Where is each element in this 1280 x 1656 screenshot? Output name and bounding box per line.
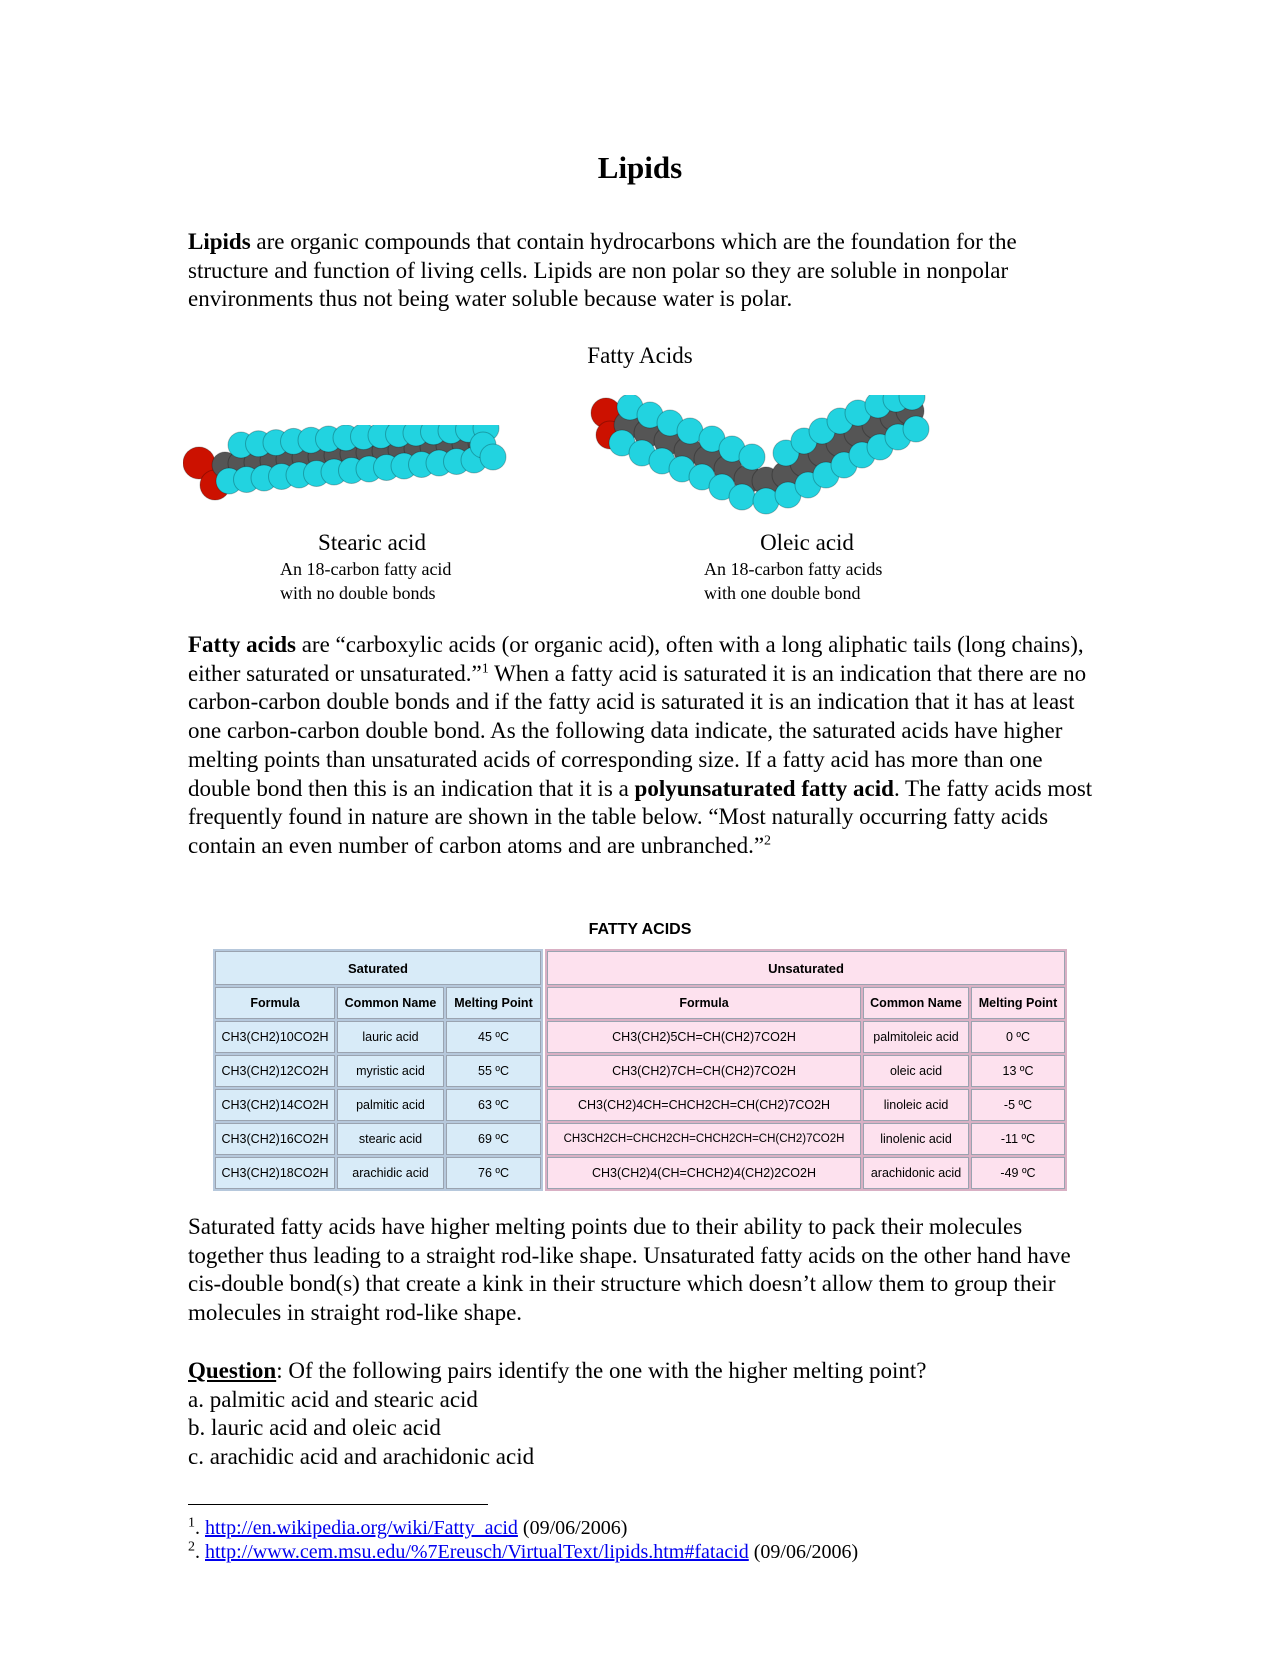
- sat-header-formula: Formula: [215, 987, 335, 1019]
- uns-formula-cell: CH3CH2CH=CHCH2CH=CHCH2CH=CH(CH2)7CO2H: [547, 1123, 861, 1155]
- hydrogen-atom: [739, 444, 765, 470]
- sat-mp-cell: 63 ºC: [446, 1089, 541, 1121]
- question-option-c: c. arachidic acid and arachidonic acid: [188, 1444, 535, 1470]
- uns-mp-cell: -49 ºC: [971, 1157, 1065, 1189]
- saturated-table: [213, 949, 543, 1191]
- sat-name-cell: palmitic acid: [337, 1089, 444, 1121]
- sat-formula-cell: CH3(CH2)18CO2H: [215, 1157, 335, 1189]
- uns-name-cell: oleic acid: [863, 1055, 969, 1087]
- stearic-desc-line2: with no double bonds: [280, 583, 436, 603]
- intro-paragraph: [188, 228, 1098, 314]
- uns-formula-cell: CH3(CH2)7CH=CH(CH2)7CO2H: [547, 1055, 861, 1087]
- table-row: [215, 1157, 541, 1189]
- footnote-link-2[interactable]: http://www.cem.msu.edu/%7Ereusch/VirtualText/lipids.htm#fatacid: [205, 1541, 749, 1563]
- sat-mp-cell: 76 ºC: [446, 1157, 541, 1189]
- sat-name-cell: lauric acid: [337, 1021, 444, 1053]
- uns-mp-cell: -11 ºC: [971, 1123, 1065, 1155]
- page-title: Lipids: [597, 150, 683, 185]
- question-block: [188, 1357, 1098, 1472]
- question-label: Question: [188, 1358, 277, 1383]
- sat-formula-cell: CH3(CH2)12CO2H: [215, 1055, 335, 1087]
- uns-mp-cell: 0 ºC: [971, 1021, 1065, 1053]
- uns-header-melting-point: Melting Point: [971, 987, 1065, 1019]
- table-row: [215, 1089, 541, 1121]
- uns-formula-cell: CH3(CH2)5CH=CH(CH2)7CO2H: [547, 1021, 861, 1053]
- footnote-mark-1: 1: [188, 1515, 195, 1531]
- footnote-divider: [188, 1504, 488, 1505]
- uns-mp-cell: 13 ºC: [971, 1055, 1065, 1087]
- sat-mp-cell: 69 ºC: [446, 1123, 541, 1155]
- fatty-acids-text-1: are “carboxylic acids (or organic acid), often with a long aliphatic tails (long chains), either saturated or unsaturated.”: [188, 632, 1084, 686]
- sat-name-cell: arachidic acid: [337, 1157, 444, 1189]
- figure-title: Fatty Acids: [587, 343, 693, 368]
- uns-name-cell: linoleic acid: [863, 1089, 969, 1121]
- table-row: [547, 1089, 1065, 1121]
- fatty-acids-paragraph: [188, 631, 1098, 861]
- question-option-b: b. lauric acid and oleic acid: [188, 1415, 441, 1441]
- question-option-a: a. palmitic acid and stearic acid: [188, 1386, 478, 1412]
- stearic-acid-molecule: [183, 425, 523, 535]
- uns-name-cell: arachidonic acid: [863, 1157, 969, 1189]
- uns-name-cell: palmitoleic acid: [863, 1021, 969, 1053]
- sat-name-cell: myristic acid: [337, 1055, 444, 1087]
- sat-mp-cell: 45 ºC: [446, 1021, 541, 1053]
- footnote-mark-2: 2: [188, 1539, 195, 1555]
- table-row: [215, 1055, 541, 1087]
- table-row: [547, 1055, 1065, 1087]
- unsaturated-group-header: Unsaturated: [547, 951, 1065, 985]
- question-line: [188, 1357, 1098, 1386]
- intro-text: are organic compounds that contain hydrocarbons which are the foundation for the structure and function of living cells. Lipids are non polar so they are soluble in nonpolar environments thus not being water soluble because water is polar.: [188, 229, 1017, 312]
- uns-header-formula: Formula: [547, 987, 861, 1019]
- sat-formula-cell: CH3(CH2)14CO2H: [215, 1089, 335, 1121]
- table-title: FATTY ACIDS: [588, 921, 692, 938]
- intro-term: Lipids: [188, 229, 251, 254]
- saturated-group-header: Saturated: [215, 951, 541, 985]
- unsaturated-table: [545, 949, 1067, 1191]
- hydrogen-atom: [729, 484, 755, 510]
- uns-formula-cell: CH3(CH2)4CH=CHCH2CH=CH(CH2)7CO2H: [547, 1089, 861, 1121]
- fatty-acids-term: Fatty acids: [188, 632, 296, 657]
- fatty-acids-text-2: When a fatty acid is saturated it is an indication that there are no carbon-carbon double bonds and if the fatty acid is saturated it is an indication that it has at least one carbon-carbon double bond. As the following data indicate, the saturated acids have higher melting points than unsaturated acids of corresponding size. If a fatty acid has more than one double bond then this is an indication that it is a: [188, 660, 1087, 801]
- uns-name-cell: linolenic acid: [863, 1123, 969, 1155]
- sat-header-melting-point: Melting Point: [446, 987, 541, 1019]
- sat-formula-cell: CH3(CH2)10CO2H: [215, 1021, 335, 1053]
- stearic-acid-description: [280, 557, 451, 605]
- footnote-ref-2: 2: [764, 833, 772, 849]
- hydrogen-atom: [903, 416, 929, 442]
- uns-mp-cell: -5 ºC: [971, 1089, 1065, 1121]
- uns-header-common-name: Common Name: [863, 987, 969, 1019]
- fatty-acids-text-3: . The fatty acids most frequently found in nature are shown in the table below. “Most naturally occurring fatty acids contain an even number of carbon atoms and are unbranched.”: [188, 775, 1093, 858]
- sat-name-cell: stearic acid: [337, 1123, 444, 1155]
- stearic-desc-line1: An 18-carbon fatty acid: [280, 559, 452, 579]
- oleic-desc-line1: An 18-carbon fatty acids: [704, 559, 883, 579]
- footnote-date-1: (09/06/2006): [517, 1517, 628, 1539]
- footnote-2: $^2$. http://www.cem.msu.edu/%7Ereusch/VirtualText/lipids.htm#fatacid (09/06/2006): [188, 1539, 859, 1563]
- table-row: [547, 1123, 1065, 1155]
- hydrogen-atom: [480, 444, 506, 470]
- table-row: [547, 1157, 1065, 1189]
- table-row: [215, 1123, 541, 1155]
- question-text: : Of the following pairs identify the one with the higher melting point?: [276, 1358, 927, 1383]
- stearic-acid-name: Stearic acid: [318, 530, 426, 555]
- table-row: [215, 1021, 541, 1053]
- sat-header-common-name: Common Name: [337, 987, 444, 1019]
- footnote-1: $^1$. http://en.wikipedia.org/wiki/Fatty_acid (09/06/2006): [188, 1515, 628, 1539]
- polyunsaturated-term: polyunsaturated fatty acid: [634, 775, 894, 801]
- footnote-ref-1: 1: [481, 661, 489, 677]
- sat-formula-cell: CH3(CH2)16CO2H: [215, 1123, 335, 1155]
- oleic-desc-line2: with one double bond: [704, 583, 861, 603]
- oleic-acid-description: [704, 557, 882, 605]
- oleic-acid-molecule: [590, 395, 935, 535]
- uns-formula-cell: CH3(CH2)4(CH=CHCH2)4(CH2)2CO2H: [547, 1157, 861, 1189]
- after-table-paragraph: Saturated fatty acids have higher melting points due to their ability to pack their molecules together thus leading to a straight rod-like shape. Unsaturated fatty acids on the other hand have cis-double bond(s) that create a kink in their structure which doesn’t allow them to group their molecules in straight rod-like shape.: [188, 1214, 1071, 1326]
- footnote-link-1[interactable]: http://en.wikipedia.org/wiki/Fatty_acid: [205, 1517, 518, 1539]
- sat-mp-cell: 55 ºC: [446, 1055, 541, 1087]
- table-row: [547, 1021, 1065, 1053]
- oleic-acid-name: Oleic acid: [760, 530, 854, 555]
- footnote-date-2: (09/06/2006): [748, 1541, 859, 1563]
